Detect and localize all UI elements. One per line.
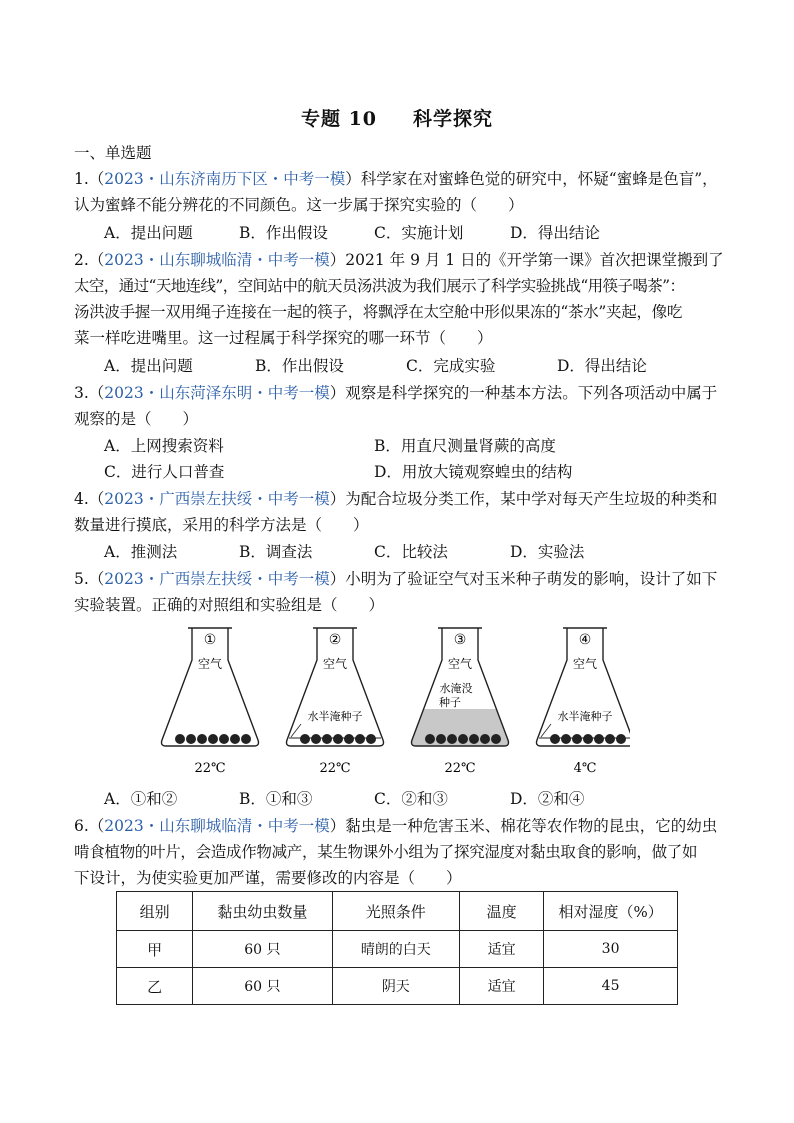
table-header-cell: 黏虫幼虫数量 — [193, 892, 332, 931]
q3-option-b[interactable]: B．用直尺测量肾蕨的高度 — [374, 437, 556, 455]
flask-2 — [287, 628, 384, 776]
q4-text: 为配合垃圾分类工作，某中学对每天产生垃圾的种类和 — [345, 490, 718, 508]
q3-option-a[interactable]: A．上网搜索资料 — [104, 437, 224, 455]
flask-3-water-label: 水淹没 — [439, 682, 473, 695]
q6-number: 6.（ — [74, 817, 105, 835]
q5-text: 小明为了验证空气对玉米种子萌发的影响，设计了如下 — [345, 570, 718, 588]
q3-line2: 观察的是（ ） — [74, 410, 199, 428]
q2-text: 2021 年 9 月 1 日的《开学第一课》首次把课堂搬到了 — [345, 251, 724, 269]
q4-bracket: ） — [329, 490, 346, 508]
q6-data-table — [116, 891, 678, 1005]
q1-text: 科学家在对蜜蜂色觉的研究中，怀疑“蜜蜂是色盲”， — [360, 170, 718, 188]
q2-line3: 汤洪波手握一双用绳子连接在一起的筷子，将飘浮在太空舱中形似果冻的“茶水”夹起，像吃 — [74, 303, 683, 321]
q1-source[interactable]: 2023・山东济南历下区・中考一模 — [104, 170, 346, 188]
flask-4-mark: ④ — [578, 632, 592, 648]
q4-option-d[interactable]: D．实验法 — [510, 543, 585, 561]
q1-option-c[interactable]: C．实施计划 — [374, 224, 464, 242]
q1-bracket: ） — [345, 170, 361, 188]
flask-4-water-label: 水半淹种子 — [557, 710, 613, 723]
q4-line1 — [74, 488, 717, 510]
q3-option-c[interactable]: C．进行人口普查 — [104, 463, 225, 481]
flask-3 — [412, 628, 509, 776]
table-header-cell: 相对湿度（%） — [544, 892, 678, 931]
title-topic-number: 专题 10 — [300, 108, 378, 130]
flask-4-air-label: 空气 — [572, 657, 598, 671]
q2-option-b[interactable]: B．作出假设 — [255, 357, 344, 375]
table-cell: 阴天 — [332, 968, 460, 1005]
table-cell: 甲 — [117, 931, 193, 968]
table-header-row — [117, 892, 678, 931]
flask-3-water-label-2: 种子 — [439, 696, 461, 709]
flask-3-temperature: 22℃ — [444, 761, 476, 776]
q3-text: 观察是科学探究的一种基本方法。下列各项活动中属于 — [345, 384, 718, 402]
table-row — [117, 968, 678, 1005]
q2-number: 2.（ — [74, 251, 105, 269]
q5-bracket: ） — [329, 570, 346, 588]
q3-bracket: ） — [329, 384, 346, 402]
table-cell: 30 — [544, 931, 678, 968]
flask-2-temperature: 22℃ — [319, 761, 351, 776]
flask-1-air-label: 空气 — [197, 657, 223, 671]
q6-source[interactable]: 2023・山东聊城临清・中考一模 — [104, 817, 330, 835]
q2-option-d[interactable]: D．得出结论 — [557, 357, 647, 375]
flask-4 — [537, 628, 631, 776]
q3-option-d[interactable]: D．用放大镜观察蝗虫的结构 — [374, 463, 573, 481]
flask-1-temperature: 22℃ — [194, 761, 226, 776]
table-cell: 45 — [544, 968, 678, 1005]
q4-number: 4.（ — [74, 490, 105, 508]
q1-option-a[interactable]: A．提出问题 — [104, 224, 193, 242]
flask-experiment-figure — [150, 620, 630, 790]
q4-option-c[interactable]: C．比较法 — [374, 543, 448, 561]
table-cell: 60 只 — [193, 931, 332, 968]
q1-line1 — [74, 168, 718, 190]
table-cell: 适宜 — [460, 968, 544, 1005]
q4-option-b[interactable]: B．调查法 — [239, 543, 313, 561]
table-cell: 乙 — [117, 968, 193, 1005]
flask-3-air-label: 空气 — [447, 657, 473, 671]
table-cell: 适宜 — [460, 931, 544, 968]
q3-number: 3.（ — [74, 384, 105, 402]
q2-line4: 菜一样吃进嘴里。这一过程属于科学探究的哪一环节（ ） — [74, 329, 493, 347]
table-cell: 晴朗的白天 — [332, 931, 460, 968]
flask-3-mark: ③ — [453, 632, 467, 648]
q1-option-d[interactable]: D．得出结论 — [510, 224, 600, 242]
q5-option-d[interactable]: D．②和④ — [510, 790, 585, 808]
q3-source[interactable]: 2023・山东菏泽东明・中考一模 — [104, 384, 330, 402]
q5-number: 5.（ — [74, 570, 105, 588]
flask-4-temperature: 4℃ — [573, 761, 597, 776]
q2-bracket: ） — [329, 251, 346, 269]
q1-option-b[interactable]: B．作出假设 — [239, 224, 328, 242]
q6-line3: 下设计，为使实验更加严谨，需要修改的内容是（ ） — [74, 869, 462, 887]
q2-option-c[interactable]: C．完成实验 — [406, 357, 496, 375]
q6-line2: 啃食植物的叶片，会造成作物减产，某生物课外小组为了探究湿度对黏虫取食的影响，做了如 — [74, 843, 698, 861]
q6-text: 黏虫是一种危害玉米、棉花等农作物的昆虫，它的幼虫 — [345, 817, 718, 835]
flask-2-water-label: 水半淹种子 — [307, 710, 363, 723]
table-header-cell: 光照条件 — [332, 892, 460, 931]
q4-line2: 数量进行摸底，采用的科学方法是（ ） — [74, 516, 369, 534]
flask-1 — [162, 628, 259, 776]
q2-line1 — [74, 249, 724, 271]
q6-line1 — [74, 815, 717, 837]
q5-option-a[interactable]: A．①和② — [104, 790, 178, 808]
table-row — [117, 931, 678, 968]
q1-line2: 认为蜜蜂不能分辨花的不同颜色。这一步属于探究实验的（ ） — [74, 196, 524, 214]
title-topic-name: 科学探究 — [413, 108, 494, 130]
q5-option-c[interactable]: C．②和③ — [374, 790, 448, 808]
q3-line1 — [74, 382, 717, 404]
q2-source[interactable]: 2023・山东聊城临清・中考一模 — [104, 251, 330, 269]
q2-line2: 太空，通过“天地连线”，空间站中的航天员汤洪波为我们展示了科学实验挑战“用筷子喝茶”： — [74, 277, 685, 295]
q4-option-a[interactable]: A．推测法 — [104, 543, 178, 561]
q5-option-b[interactable]: B．①和③ — [239, 790, 313, 808]
q4-source[interactable]: 2023・广西崇左扶绥・中考一模 — [104, 490, 330, 508]
q5-line2: 实验装置。正确的对照组和实验组是（ ） — [74, 596, 385, 614]
table-cell: 60 只 — [193, 968, 332, 1005]
table-header-cell: 组别 — [117, 892, 193, 931]
page-title — [0, 104, 794, 131]
q1-number: 1.（ — [74, 170, 105, 188]
section-heading: 一、单选题 — [74, 144, 152, 162]
flask-2-air-label: 空气 — [322, 657, 348, 671]
q2-option-a[interactable]: A．提出问题 — [104, 357, 193, 375]
q5-source[interactable]: 2023・广西崇左扶绥・中考一模 — [104, 570, 330, 588]
q6-bracket: ） — [329, 817, 346, 835]
flask-2-mark: ② — [328, 632, 342, 648]
table-header-cell: 温度 — [460, 892, 544, 931]
q5-line1 — [74, 568, 717, 590]
flask-1-mark: ① — [203, 632, 217, 648]
